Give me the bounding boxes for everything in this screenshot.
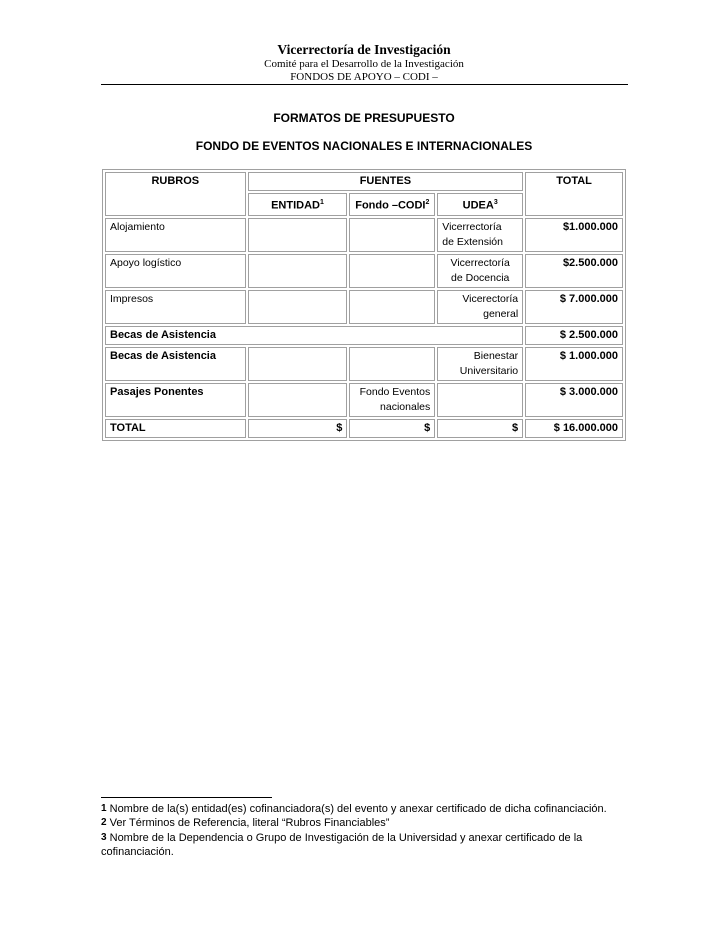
- header-fondos: FONDOS DE APOYO – CODI –: [290, 71, 438, 83]
- header-rubros: RUBROS: [105, 172, 246, 216]
- cell-fondo: Fondo Eventos nacionales: [349, 383, 435, 417]
- header-udea: UDEA$^3$: [437, 193, 523, 216]
- header-title: Vicerrectoría de Investigación: [277, 42, 451, 57]
- header-subtitle: Comité para el Desarrollo de la Investigación: [264, 58, 464, 70]
- cell-udea: Vicerrectoría de Docencia: [437, 254, 523, 288]
- cell-rubro: Apoyo logístico: [105, 254, 246, 288]
- cell-rubro: Pasajes Ponentes: [105, 383, 246, 417]
- cell-fondo: [349, 254, 435, 288]
- cell-fondo: [349, 290, 435, 324]
- table-row: [105, 218, 623, 252]
- cell-total-udea: $: [437, 419, 523, 438]
- document-title: FORMATOS DE PRESUPUESTO: [273, 111, 455, 125]
- cell-total: $ 7.000.000: [525, 290, 623, 324]
- cell-rubro: Alojamiento: [105, 218, 246, 252]
- cell-entidad: [248, 254, 348, 288]
- header-fondo: Fondo –CODI$^2$: [349, 193, 435, 216]
- cell-total-label: TOTAL: [105, 419, 246, 438]
- cell-total: $ 3.000.000: [525, 383, 623, 417]
- table-row: [105, 254, 623, 288]
- cell-total: $2.500.000: [525, 254, 623, 288]
- cell-rubro: Becas de Asistencia: [105, 347, 246, 381]
- table-total-row: [105, 419, 623, 438]
- table-row: [105, 383, 623, 417]
- footnote-rule: [101, 797, 272, 798]
- header-rule: [101, 84, 628, 85]
- cell-udea: Vicerectoría general: [437, 290, 523, 324]
- header-fuentes: FUENTES: [248, 172, 524, 191]
- table-row: [105, 326, 623, 345]
- cell-total-fondo: $: [349, 419, 435, 438]
- cell-fondo: [349, 347, 435, 381]
- cell-rubro: Impresos: [105, 290, 246, 324]
- cell-rubro: Becas de Asistencia: [105, 326, 523, 345]
- cell-udea: [437, 383, 523, 417]
- table-row: [105, 347, 623, 381]
- footnote: 1 Nombre de la(s) entidad(es) cofinanciadora(s) del evento y anexar certificado de dicha cofinanciación.: [101, 803, 607, 815]
- cell-entidad: [248, 383, 348, 417]
- budget-table: [102, 169, 626, 441]
- cell-entidad: [248, 347, 348, 381]
- cell-total-entidad: $: [248, 419, 348, 438]
- cell-total: $ 2.500.000: [525, 326, 623, 345]
- header-total: TOTAL: [525, 172, 623, 216]
- table-row: [105, 290, 623, 324]
- cell-udea: Vicerrectoría de Extensión: [437, 218, 523, 252]
- cell-entidad: [248, 218, 348, 252]
- table-header-row: [105, 172, 623, 191]
- cell-entidad: [248, 290, 348, 324]
- cell-fondo: [349, 218, 435, 252]
- cell-grand-total: $ 16.000.000: [525, 419, 623, 438]
- footnote: 2 Ver Términos de Referencia, literal “Rubros Financiables”: [101, 817, 390, 829]
- cell-udea: Bienestar Universitario: [437, 347, 523, 381]
- footnote: 3 Nombre de la Dependencia o Grupo de Investigación de la Universidad y anexar certificado de la cofinanciación.: [101, 832, 583, 858]
- cell-total: $ 1.000.000: [525, 347, 623, 381]
- document-subtitle: FONDO DE EVENTOS NACIONALES E INTERNACIONALES: [195, 139, 533, 153]
- cell-total: $1.000.000: [525, 218, 623, 252]
- header-entidad: ENTIDAD$^1$: [248, 193, 348, 216]
